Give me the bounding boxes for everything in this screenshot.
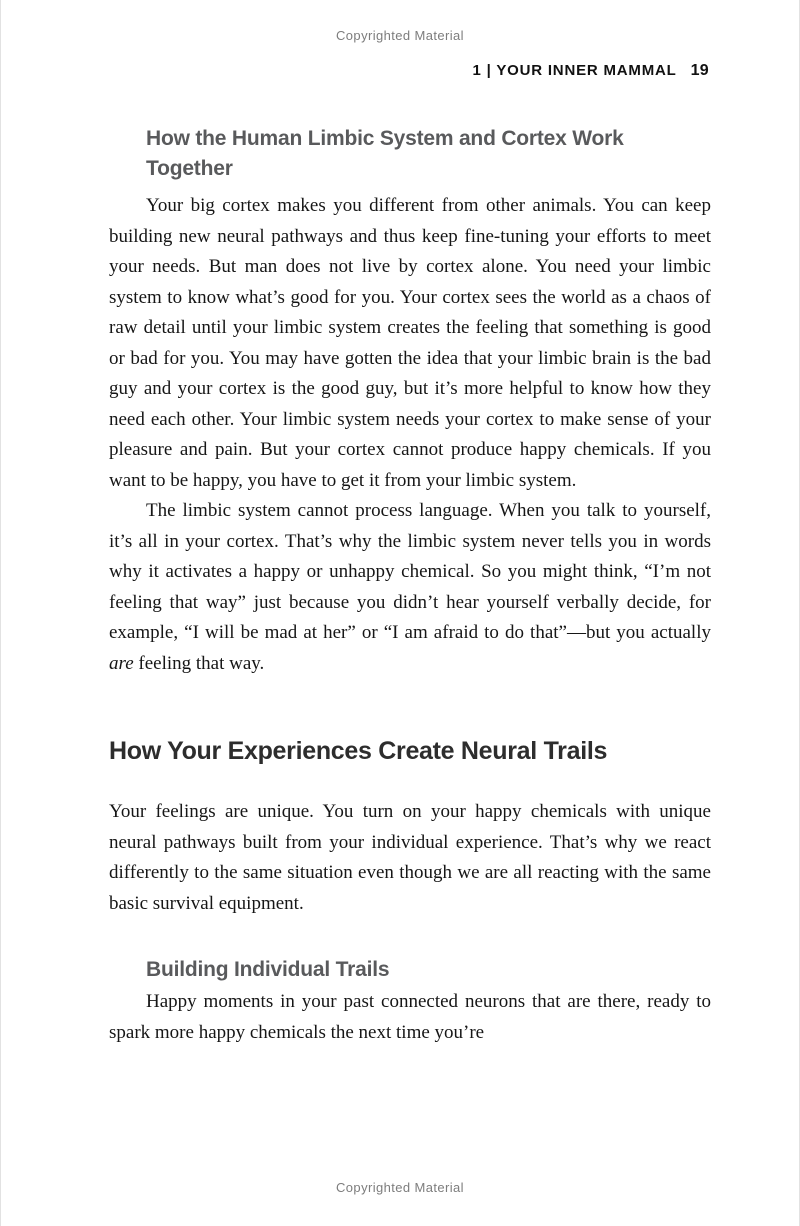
copyright-notice-bottom: Copyrighted Material [336, 1180, 464, 1195]
paragraph-limbic-language [109, 496, 711, 679]
section-heading-neural-trails: How Your Experiences Create Neural Trails [109, 737, 608, 765]
page-content [109, 124, 711, 1048]
section-heading-limbic-cortex: How the Human Limbic System and Cortex Work Together [146, 127, 624, 180]
emphasized-word: are [109, 652, 134, 674]
page-number: 19 [690, 62, 709, 79]
chapter-title: 1 | YOUR INNER MAMMAL [472, 62, 677, 79]
running-header [473, 62, 709, 80]
paragraph-feelings-unique: Your feelings are unique. You turn on your happy chemicals with unique neural pathways built from your individual experience. That’s why we react differently to the same situation even though we are all reacting with the same basic survival equipment. [109, 801, 711, 914]
paragraph-text: The limbic system cannot process language. When you talk to yourself, it’s all in your cortex. That’s why the limbic system never tells you in words why it activates a happy or unhappy chemical. So you might think, “I’m not feeling that way” just because you didn’t hear yourself verbally decide, for example, “I will be mad at her” or “I am afraid to do that”—but you actually [109, 500, 711, 643]
subsection-heading-building-trails: Building Individual Trails [146, 958, 390, 981]
paragraph-happy-moments: Happy moments in your past connected neurons that are there, ready to spark more happy chemicals the next time you’re [109, 991, 711, 1043]
copyright-notice-top: Copyrighted Material [336, 28, 464, 43]
paragraph-text: feeling that way. [133, 652, 265, 674]
paragraph-cortex-limbic: Your big cortex makes you different from other animals. You can keep building new neural pathways and thus keep fine-tuning your efforts to meet your needs. But man does not live by cortex alone. You need your limbic system to know what’s good for you. Your cortex sees the world as a chaos of raw detail until your limbic system creates the feeling that something is good or bad for you. You may have gotten the idea that your limbic brain is the bad guy and your cortex is the good guy, but it’s more helpful to know how they need each other. Your limbic system needs your cortex to make sense of your pleasure and pain. But your cortex cannot produce happy chemicals. If you want to be happy, you have to get it from your limbic system. [109, 195, 711, 491]
